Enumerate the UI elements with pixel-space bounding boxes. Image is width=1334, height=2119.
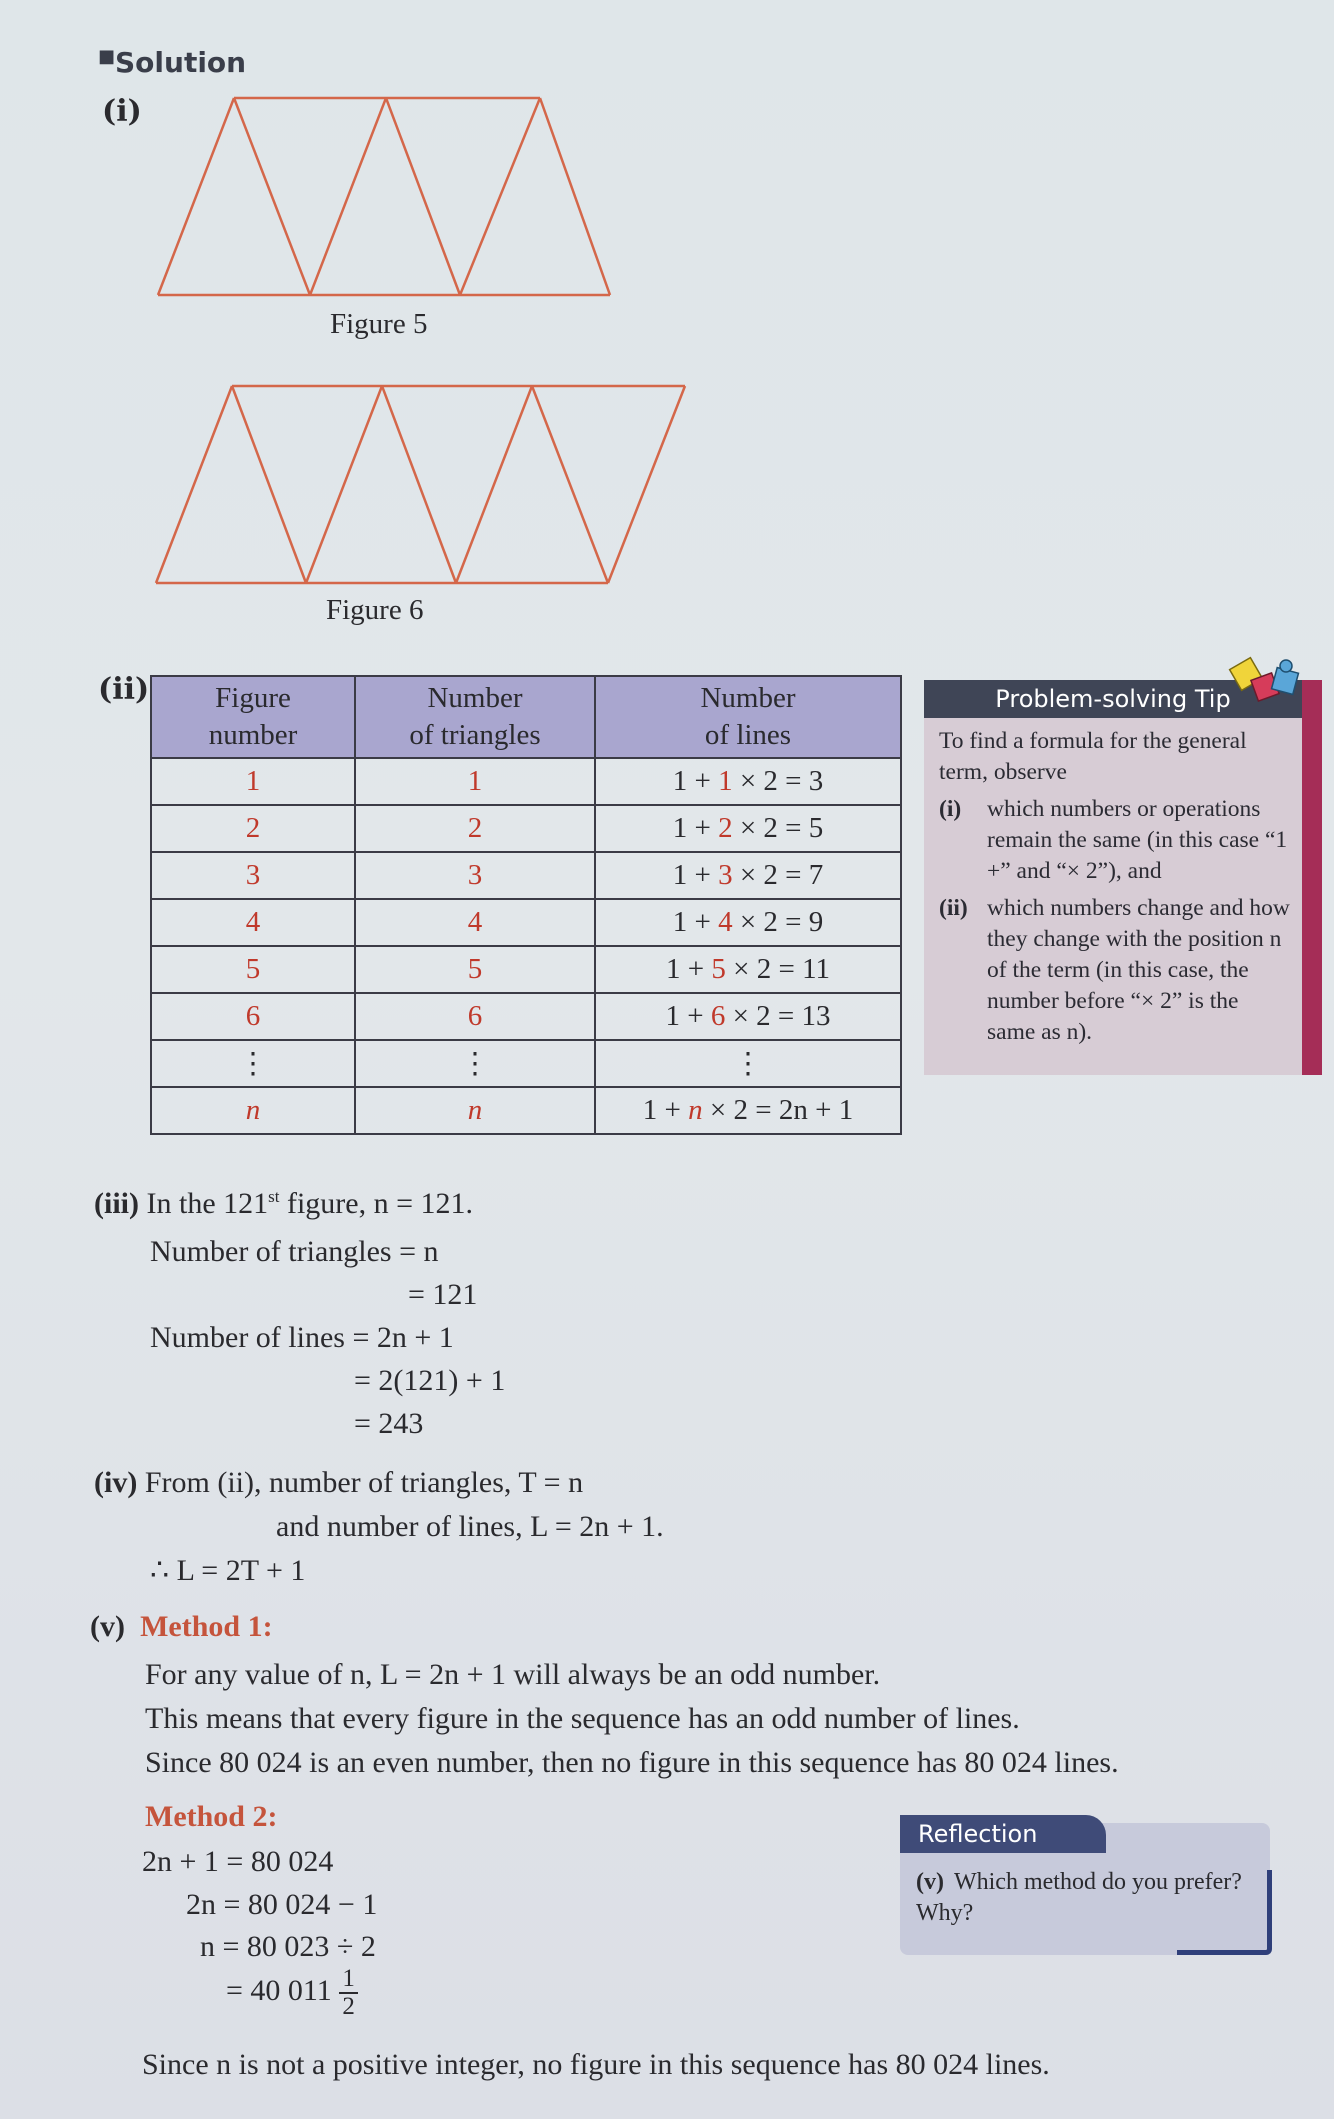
tip-item-text: which numbers or operations remain the same (in this case “1 +” and “× 2”), and [987, 796, 1288, 884]
figure-6-diagram [150, 378, 690, 598]
problem-solving-tip-box [924, 680, 1322, 1075]
figure-number-cell: 6 [151, 993, 355, 1040]
triangles-cell: 1 [355, 758, 595, 805]
method-2-line3: n = 80 023 ÷ 2 [200, 1930, 376, 1963]
lines-cell: 1 + n × 2 = 2n + 1 [595, 1087, 901, 1134]
lines-step: = 2(121) + 1 [354, 1364, 506, 1397]
method-1-label: Method 1: [140, 1610, 273, 1643]
reflection-number: (v) [916, 1869, 944, 1895]
triangles-result: = 121 [408, 1278, 478, 1311]
figure-6-caption: Figure 6 [326, 594, 424, 626]
lines-cell: 1 + 5 × 2 = 11 [595, 946, 901, 993]
fig6-line-7 [608, 386, 685, 583]
method-1-line1: For any value of n, L = 2n + 1 will always be an odd number. [145, 1658, 881, 1691]
figure-number-cell: ⋮ [151, 1040, 355, 1087]
tip-accent-bar [1302, 680, 1322, 1075]
part-iv-conclusion: ∴ L = 2T + 1 [150, 1554, 306, 1587]
fig5-line-5 [460, 98, 540, 295]
triangles-cell: 4 [355, 899, 595, 946]
table-row [151, 758, 901, 805]
fig6-line-6 [532, 386, 608, 583]
triangles-equation: Number of triangles = n [150, 1235, 439, 1268]
lines-result: = 243 [354, 1407, 424, 1440]
lines-cell: 1 + 1 × 2 = 3 [595, 758, 901, 805]
triangles-cell: 2 [355, 805, 595, 852]
part-i-label: (i) [102, 94, 142, 129]
table-row [151, 1040, 901, 1087]
figure-number-cell: 2 [151, 805, 355, 852]
lines-cell: 1 + 3 × 2 = 7 [595, 852, 901, 899]
fig6-line-2 [232, 386, 306, 583]
reflection-title: Reflection [900, 1815, 1106, 1853]
tip-intro: To find a formula for the general term, observe [939, 728, 1247, 785]
tip-item-number: (ii) [939, 895, 968, 921]
table-row [151, 899, 901, 946]
heading-bullet: ■ [98, 46, 116, 67]
method-2-line2: 2n = 80 024 − 1 [186, 1888, 378, 1921]
tip-body [939, 726, 1291, 1048]
method-2-label: Method 2: [145, 1800, 278, 1833]
method-1-line3: Since 80 024 is an even number, then no figure in this sequence has 80 024 lines. [145, 1746, 1119, 1779]
tip-item [939, 893, 1291, 1048]
table-row [151, 805, 901, 852]
header-number-of-lines: Number of lines [595, 676, 901, 758]
part-iv-line1: (iv) From (ii), number of triangles, T = n [94, 1466, 584, 1499]
method-1-line2: This means that every figure in the sequence has an odd number of lines. [145, 1702, 1020, 1735]
fig5-line-3 [310, 98, 386, 295]
figure-number-cell: 1 [151, 758, 355, 805]
table-row [151, 993, 901, 1040]
fig6-line-1 [156, 386, 232, 583]
method-2-conclusion: Since n is not a positive integer, no figure in this sequence has 80 024 lines. [142, 2048, 1050, 2081]
figure-5-diagram [150, 90, 630, 310]
header-number-of-triangles: Number of triangles [355, 676, 595, 758]
triangles-cell: ⋮ [355, 1040, 595, 1087]
table-row [151, 1087, 901, 1134]
fraction-one-half: $\frac{1}{2}$ [339, 1966, 358, 2020]
figure-number-cell: 5 [151, 946, 355, 993]
triangles-cell: 5 [355, 946, 595, 993]
table-row [151, 852, 901, 899]
puzzle-icon [1228, 652, 1308, 716]
fig5-line-4 [386, 98, 460, 295]
part-ii-label: (ii) [98, 672, 150, 707]
method-2-line4: = 40 011 $\frac{1}{2}$ [226, 1966, 358, 2020]
tip-item-number: (i) [939, 796, 962, 822]
tip-item [939, 794, 1291, 887]
tip-item-text: which numbers change and how they change with the position n of the term (in this case, the number before “× 2” is the same as n). [987, 895, 1290, 1045]
figure-number-cell: 4 [151, 899, 355, 946]
header-figure-number: Figure number [151, 676, 355, 758]
lines-cell: ⋮ [595, 1040, 901, 1087]
sequence-table [150, 675, 902, 1135]
table-row [151, 946, 901, 993]
part-v-heading: (v) Method 1: [90, 1610, 273, 1643]
method-2-line1: 2n + 1 = 80 024 [142, 1845, 334, 1878]
fig6-line-3 [306, 386, 382, 583]
reflection-question: (v) Which method do you prefer? Why? [916, 1869, 1242, 1926]
fig5-line-1 [158, 98, 234, 295]
lines-cell: 1 + 6 × 2 = 13 [595, 993, 901, 1040]
figure-number-cell: 3 [151, 852, 355, 899]
triangles-cell: n [355, 1087, 595, 1134]
reflection-box [900, 1815, 1272, 1955]
fig6-line-5 [456, 386, 532, 583]
fig5-line-2 [234, 98, 310, 295]
part-iii-intro: (iii) In the 121st figure, n = 121. [94, 1187, 474, 1220]
fig5-line-6 [540, 98, 610, 295]
triangles-cell: 3 [355, 852, 595, 899]
solution-heading: ■Solution [98, 46, 247, 79]
lines-equation: Number of lines = 2n + 1 [150, 1321, 454, 1354]
figure-5-caption: Figure 5 [330, 308, 428, 340]
fig6-line-4 [382, 386, 456, 583]
table-header-row [151, 676, 901, 758]
tip-title: Problem-solving Tip [924, 680, 1302, 718]
figure-number-cell: n [151, 1087, 355, 1134]
lines-cell: 1 + 2 × 2 = 5 [595, 805, 901, 852]
triangles-cell: 6 [355, 993, 595, 1040]
part-iv-line2: and number of lines, L = 2n + 1. [276, 1510, 664, 1543]
lines-cell: 1 + 4 × 2 = 9 [595, 899, 901, 946]
